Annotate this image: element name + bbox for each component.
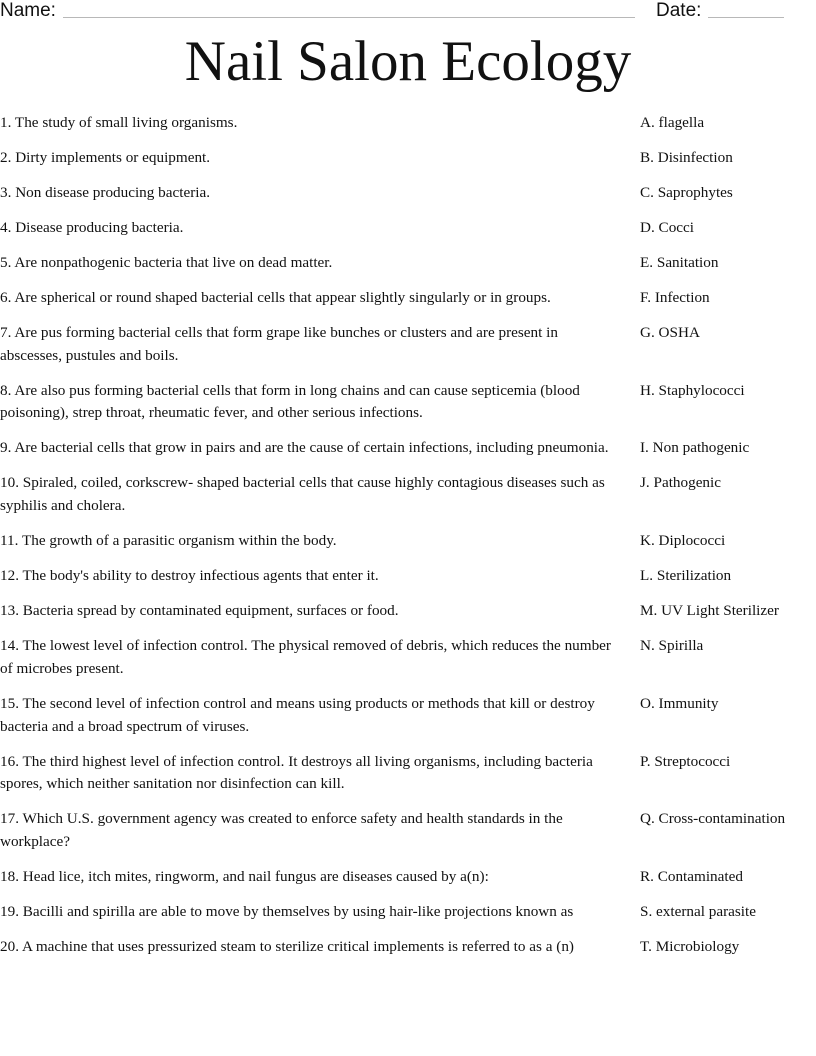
question-text: 16. The third highest level of infection control. It destroys all living organisms, including bacteria spores, which neither sanitation nor disinfection can kill. — [0, 752, 593, 793]
question-text: 19. Bacilli and spirilla are able to move by themselves by using hair-like projections known as — [0, 902, 574, 920]
matching-row — [0, 182, 816, 205]
matching-row — [0, 472, 816, 517]
answer-option: Q. Cross-contamination — [640, 810, 786, 828]
matching-row — [0, 866, 816, 889]
answer-option: G. OSHA — [640, 324, 700, 341]
answer-option: I. Non pathogenic — [640, 439, 750, 457]
matching-row — [0, 901, 816, 924]
question-text: 18. Head lice, itch mites, ringworm, and nail fungus are diseases caused by a(n): — [0, 867, 489, 885]
question-text: 4. Disease producing bacteria. — [0, 219, 184, 236]
matching-row — [0, 112, 816, 135]
answer-option: F. Infection — [640, 289, 710, 306]
matching-row — [0, 147, 816, 170]
worksheet-title: Nail Salon Ecology — [184, 30, 632, 93]
answer-option: S. external parasite — [640, 902, 756, 920]
name-field-line[interactable] — [63, 17, 635, 18]
worksheet-header — [0, 0, 816, 24]
answer-option: N. Spirilla — [640, 637, 704, 655]
answer-option: T. Microbiology — [640, 937, 740, 955]
date-field-line[interactable] — [708, 17, 784, 18]
question-text: 7. Are pus forming bacterial cells that form grape like bunches or clusters and are present in abscesses, pustules and boils. — [0, 324, 558, 364]
question-text: 10. Spiraled, coiled, corkscrew- shaped bacterial cells that cause highly contagious diseases such as syphilis and cholera. — [0, 474, 605, 515]
question-text: 15. The second level of infection control and means using products or methods that kill or destroy bacteria and a broad spectrum of viruses. — [0, 694, 595, 735]
answer-option: M. UV Light Sterilizer — [640, 602, 779, 620]
date-label: Date: — [656, 0, 702, 21]
answer-option: K. Diplococci — [640, 532, 726, 550]
question-text: 3. Non disease producing bacteria. — [0, 184, 211, 201]
matching-row — [0, 217, 816, 240]
matching-row — [0, 600, 816, 623]
name-label: Name: — [0, 0, 56, 21]
matching-row — [0, 751, 816, 796]
question-text: 2. Dirty implements or equipment. — [0, 149, 211, 166]
question-text: 17. Which U.S. government agency was created to enforce safety and health standards in the workplace? — [0, 810, 563, 850]
answer-option: P. Streptococci — [640, 752, 731, 770]
question-text: 6. Are spherical or round shaped bacterial cells that appear slightly singularly or in groups. — [0, 289, 551, 306]
answer-option: L. Sterilization — [640, 567, 732, 585]
matching-row — [0, 437, 816, 460]
answer-option: A. flagella — [640, 114, 705, 131]
question-text: 11. The growth of a parasitic organism within the body. — [0, 532, 337, 550]
question-text: 9. Are bacterial cells that grow in pairs and are the cause of certain infections, including pneumonia. — [0, 439, 609, 457]
matching-row — [0, 287, 816, 310]
matching-row — [0, 936, 816, 959]
question-text: 13. Bacteria spread by contaminated equipment, surfaces or food. — [0, 602, 399, 620]
answer-option: J. Pathogenic — [640, 474, 721, 492]
answer-option: R. Contaminated — [640, 867, 743, 885]
matching-row — [0, 565, 816, 588]
answer-option: H. Staphylococci — [640, 381, 745, 399]
matching-row — [0, 693, 816, 738]
question-text: 14. The lowest level of infection control. The physical removed of debris, which reduces the number of microbes present. — [0, 637, 611, 677]
answer-option: C. Saprophytes — [640, 184, 733, 201]
question-text: 5. Are nonpathogenic bacteria that live on dead matter. — [0, 254, 333, 271]
answer-option: E. Sanitation — [640, 254, 719, 271]
question-text: 1. The study of small living organisms. — [0, 114, 238, 131]
matching-row — [0, 380, 816, 425]
matching-row — [0, 252, 816, 275]
matching-row — [0, 635, 816, 680]
question-text: 8. Are also pus forming bacterial cells that form in long chains and can cause septicemia (blood poisoning), strep throat, rheumatic fever, and other serious infections. — [0, 381, 580, 422]
question-text: 12. The body's ability to destroy infectious agents that enter it. — [0, 567, 379, 585]
matching-list — [0, 112, 816, 971]
answer-option: O. Immunity — [640, 694, 719, 712]
question-text: 20. A machine that uses pressurized steam to sterilize critical implements is referred to as a (n) — [0, 937, 574, 955]
answer-option: D. Cocci — [640, 219, 694, 236]
matching-row — [0, 530, 816, 553]
matching-row — [0, 808, 816, 853]
matching-row — [0, 322, 816, 367]
answer-option: B. Disinfection — [640, 149, 733, 166]
